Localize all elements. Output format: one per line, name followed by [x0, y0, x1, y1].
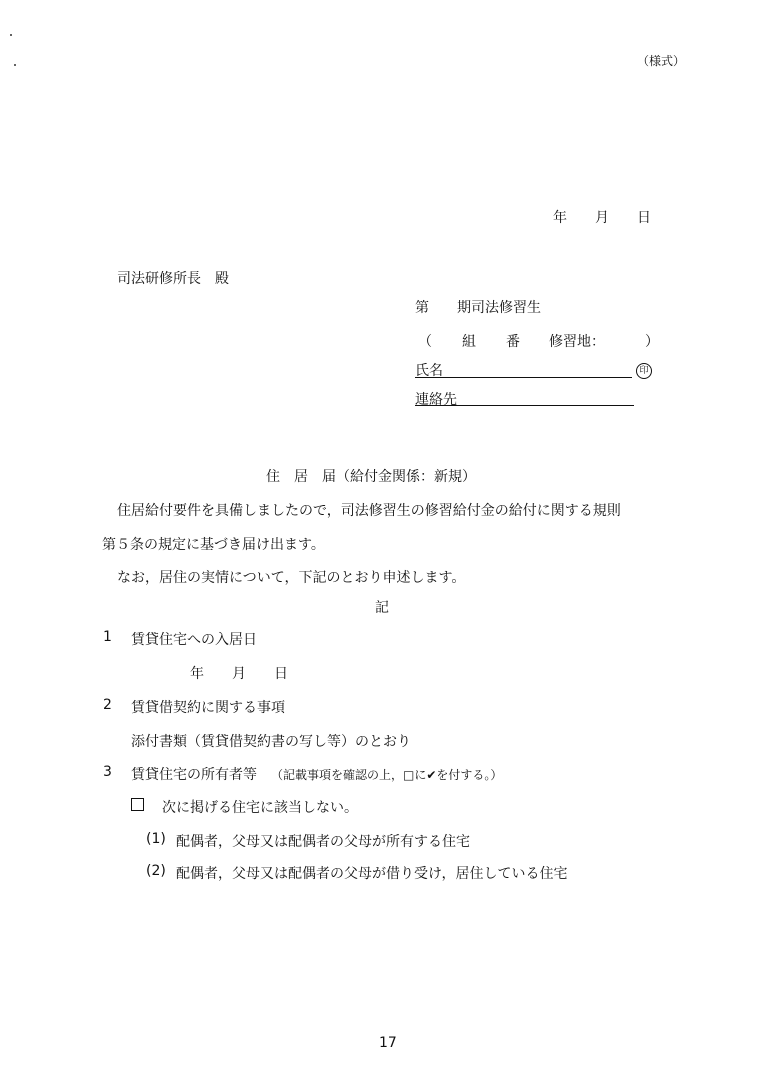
ki-heading: 記 — [375, 600, 389, 616]
body-paragraph-2: なお，居住の実情について，下記のとおり申述します。 — [117, 570, 466, 586]
location-label: 修習地： — [549, 334, 605, 350]
document-title: 住 居 届（給付金関係：新規） — [266, 469, 476, 485]
name-underline — [415, 377, 632, 378]
item-2-number: 2 — [103, 697, 112, 713]
sub-item-2-number: (2) — [146, 863, 166, 879]
group-open-paren: （ — [418, 334, 432, 350]
item-3-number: 3 — [103, 764, 112, 780]
sub-item-1-number: (1) — [146, 831, 166, 847]
name-label: 氏名 — [415, 363, 443, 379]
page-number: 17 — [379, 1035, 397, 1051]
scan-speck — [14, 64, 16, 66]
exclusion-label: 次に掲げる住宅に該当しない。 — [162, 800, 358, 816]
item-1-number: 1 — [103, 629, 112, 645]
item-3-label: 賃貸住宅の所有者等 — [131, 767, 257, 783]
item-1-label: 賃貸住宅への入居日 — [131, 632, 257, 648]
seal-mark — [636, 361, 652, 379]
item-3-note: （記載事項を確認の上，□に✔を付する。） — [271, 768, 503, 782]
form-label: （様式） — [637, 54, 686, 68]
body-paragraph-1-line-1: 住居給付要件を具備しましたので，司法修習生の修習給付金の給付に関する規則 — [117, 503, 621, 519]
body-paragraph-1-line-2: 第５条の規定に基づき届け出ます。 — [102, 537, 325, 553]
number-label: 番 — [506, 334, 520, 350]
addressee: 司法研修所長 殿 — [117, 271, 229, 287]
scan-speck — [10, 34, 12, 36]
sub-item-2: 配偶者，父母又は配偶者の父母が借り受け，居住している住宅 — [176, 866, 568, 882]
group-label: 組 — [462, 334, 476, 350]
exclusion-checkbox[interactable] — [131, 797, 144, 813]
group-close-paren: ） — [645, 334, 659, 350]
checkbox-icon[interactable] — [131, 798, 144, 811]
item-1-date: 年 月 日 — [190, 666, 288, 682]
date-line: 年 月 日 — [553, 210, 651, 226]
seal-icon: 印 — [636, 363, 652, 379]
item-2-label: 賃貸借契約に関する事項 — [131, 700, 285, 716]
trainee-term: 第 期司法修習生 — [415, 300, 541, 316]
item-2-detail: 添付書類（賃貸借契約書の写し等）のとおり — [131, 734, 411, 750]
contact-underline — [415, 405, 634, 406]
contact-label: 連絡先 — [415, 392, 457, 408]
sub-item-1: 配偶者，父母又は配偶者の父母が所有する住宅 — [176, 834, 470, 850]
